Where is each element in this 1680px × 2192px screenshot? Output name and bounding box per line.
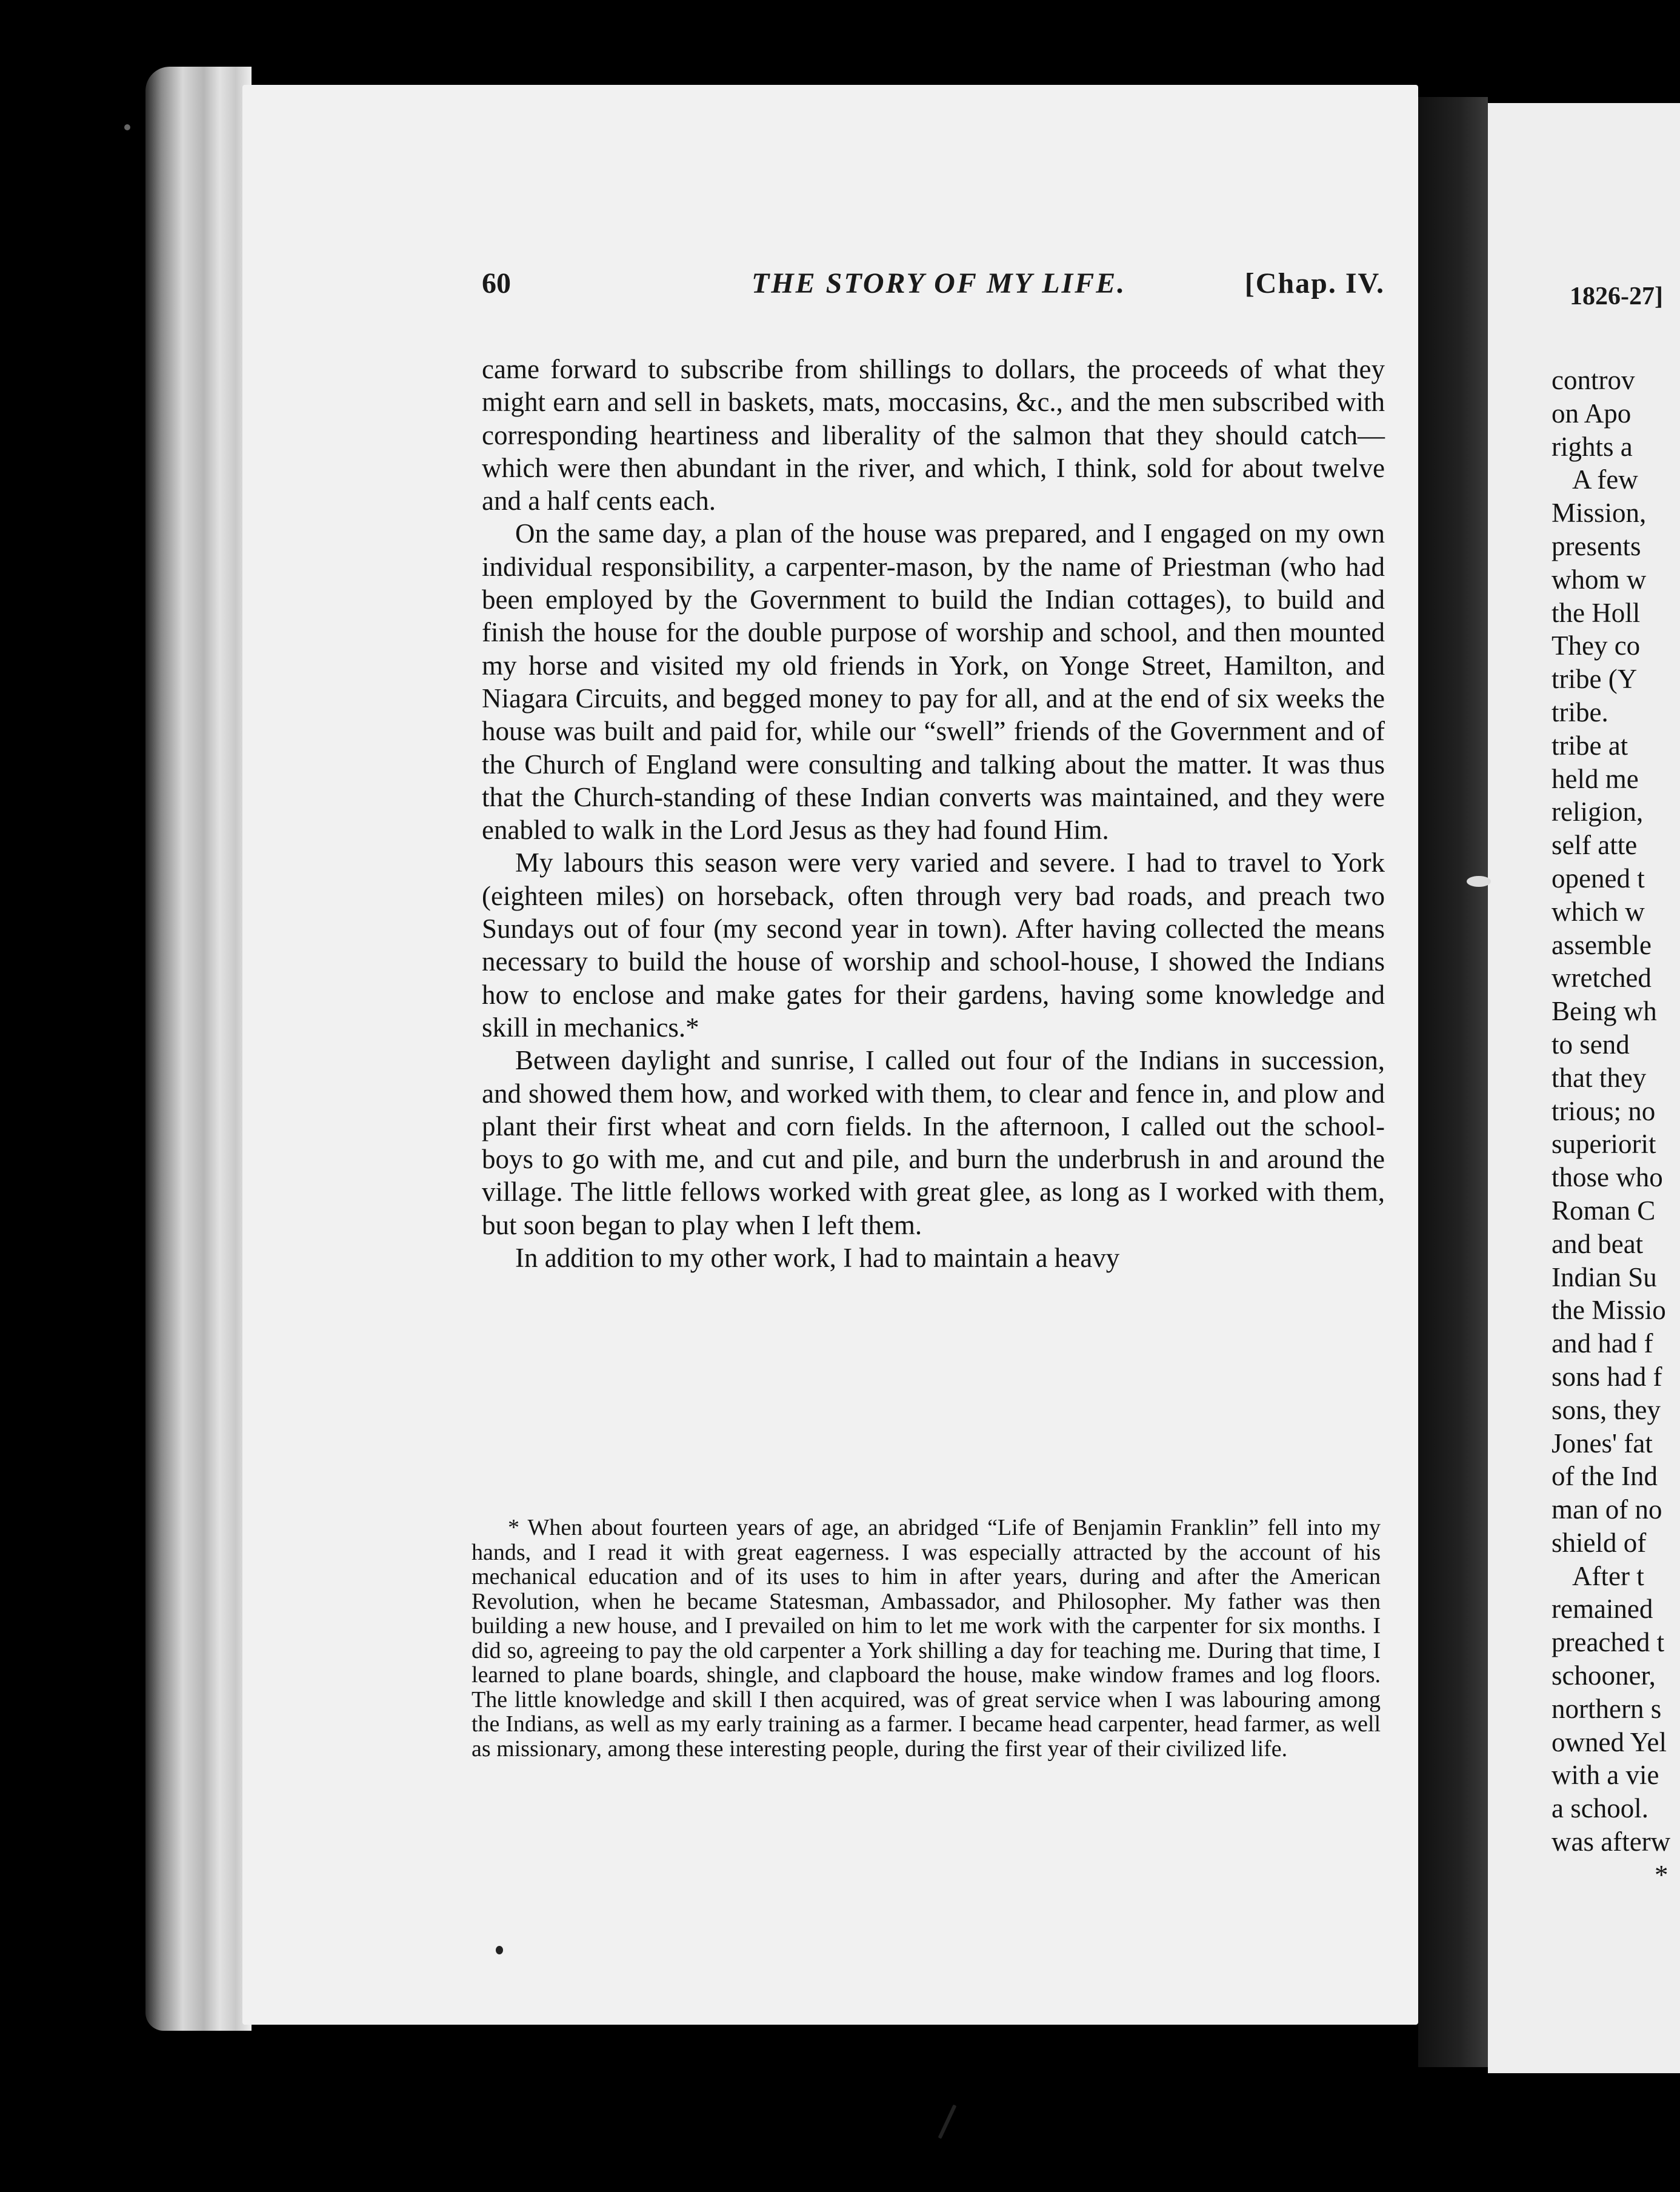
text-line: sons had f [1552,1361,1662,1392]
text-line: Jones' fat [1552,1428,1653,1459]
text-line: and beat [1552,1228,1644,1259]
scan-mark [938,2105,957,2139]
text-line: to send [1552,1029,1630,1060]
text-line: rights a [1552,431,1633,462]
text-line: which w [1552,896,1645,927]
text-line: opened t [1552,863,1645,894]
text-line: Mission, [1552,498,1647,529]
text-line: northern s [1552,1693,1662,1724]
text-line: the Holl [1552,597,1641,628]
paragraph: In addition to my other work, I had to maintain a heavy [515,1243,1120,1274]
text-line: sons, they [1552,1394,1661,1425]
book-page-edges [145,67,252,2031]
paragraph: On the same day, a plan of the house was prepared, and I engaged on my own individual responsibility, a carpenter-mason, by the name of Priestman (who had been employed by the Government to build the Indian cottages), to build and finish the house for the double purpose of worship and school, and then mounted my horse and visited my old friends in York, on Yonge Street, Hamilton, and Niagara Circuits, and begged money to pay for all, and at the end of six weeks the house was built and paid for, while our “swell” friends of the Government and of the Church of England were consulting and talking about the matter. It was thus that the Church-standing of these Indian converts was maintained, and they were enabled to walk in the Lord Jesus as they had found Him. [482,518,1385,846]
text-line: that they [1552,1062,1647,1093]
scan-speck [496,1946,503,1954]
paragraph: Between daylight and sunrise, I called out four of the Indians in succession, and showed them how, and worked with them, to clear and fence in, and plow and plant their first wheat and corn fields. In the afternoon, I called out the school-boys to go with me, and cut and pile, and burn the underbrush in and around the village. The little fellows worked with great glee, as long as I worked with them, but soon began to play when I left them. [482,1045,1385,1240]
text-line: and had f [1552,1328,1653,1359]
text-line: They co [1552,630,1641,661]
text-line: of the Ind [1552,1461,1658,1492]
text-line: the Missio [1552,1295,1666,1326]
text-line: tribe. [1552,697,1608,727]
right-running-head: 1826-27] [1570,282,1663,310]
text-line: owned Yel [1552,1726,1667,1757]
text-line: wretched [1552,963,1652,994]
text-line: tribe at [1552,730,1628,761]
page-number: 60 [482,267,511,299]
text-line: After t [1572,1560,1644,1591]
chapter-label: [Chap. IV. [1244,267,1385,299]
text-line: superiorit [1552,1129,1656,1160]
text-line: controv [1552,365,1635,395]
body-text [482,353,1385,1274]
text-line: * [1655,1859,1668,1890]
text-line: religion, [1552,797,1644,827]
running-head [482,267,1385,303]
text-line: schooner, [1552,1660,1656,1691]
text-line: with a vie [1552,1760,1659,1791]
running-title: THE STORY OF MY LIFE. [752,267,1127,299]
book-gutter [1418,97,1488,2067]
text-line: self atte [1552,830,1638,861]
text-line: tribe (Y [1552,664,1638,695]
text-line: Being wh [1552,996,1657,1027]
text-line: Roman C [1552,1195,1656,1226]
text-line: A few [1572,464,1638,495]
text-line: preached t [1552,1627,1665,1658]
text-line: shield of [1552,1527,1647,1558]
footnote: * When about fourteen years of age, an abridged “Life of Benjamin Franklin” fell into my hands, and I read it with great eagerness. I was especially attracted by the account of his mechanical education and of its uses to him in after years, during and after the American Revolution, when he became Statesman, Ambassador, and Philosopher. My father was then building a new house, and I prevailed on him to let me work with the carpenter for six months. I did so, agreeing to pay the old carpenter a York shilling a day for teaching me. During that time, I learned to plane boards, shingle, and clapboard the house, make window frames and log floors. The little knowledge and skill I then acquired, was of great service when I was labouring among the Indians, as well as my early training as a farmer. I became head carpenter, head farmer, as well as missionary, among these interesting people, during the first year of their civilized life. [472,1515,1381,1762]
paragraph: came forward to subscribe from shillings to dollars, the proceeds of what they might earn and sell in baskets, mats, moccasins, &c., and the men subscribed with corresponding heartiness and liberality of the salmon that they should catch—which were then abundant in the river, and which, I think, sold for about twelve and a half cents each. [482,354,1385,516]
text-line: man of no [1552,1494,1662,1525]
scan-speck [124,124,130,130]
text-line: trious; no [1552,1095,1656,1126]
scan-speck [1467,876,1491,887]
text-line: a school. [1552,1793,1648,1824]
right-page-text [1552,364,1680,1892]
text-line: on Apo [1552,398,1632,429]
text-line: held me [1552,763,1639,794]
text-line: those who [1552,1162,1663,1193]
text-line: presents [1552,530,1641,561]
text-line: whom w [1552,564,1647,595]
text-line: Indian Su [1552,1261,1657,1292]
text-line: assemble [1552,929,1652,960]
text-line: remained [1552,1594,1653,1625]
text-line: was afterw [1552,1826,1671,1857]
paragraph: My labours this season were very varied and severe. I had to travel to York (eighteen miles) on horseback, often through very bad roads, and preach two Sundays out of four (my second year in town). After having collected the means necessary to build the house of worship and school-house, I showed the Indians how to enclose and make gates for their gardens, having some knowledge and skill in mechanics.* [482,847,1385,1043]
